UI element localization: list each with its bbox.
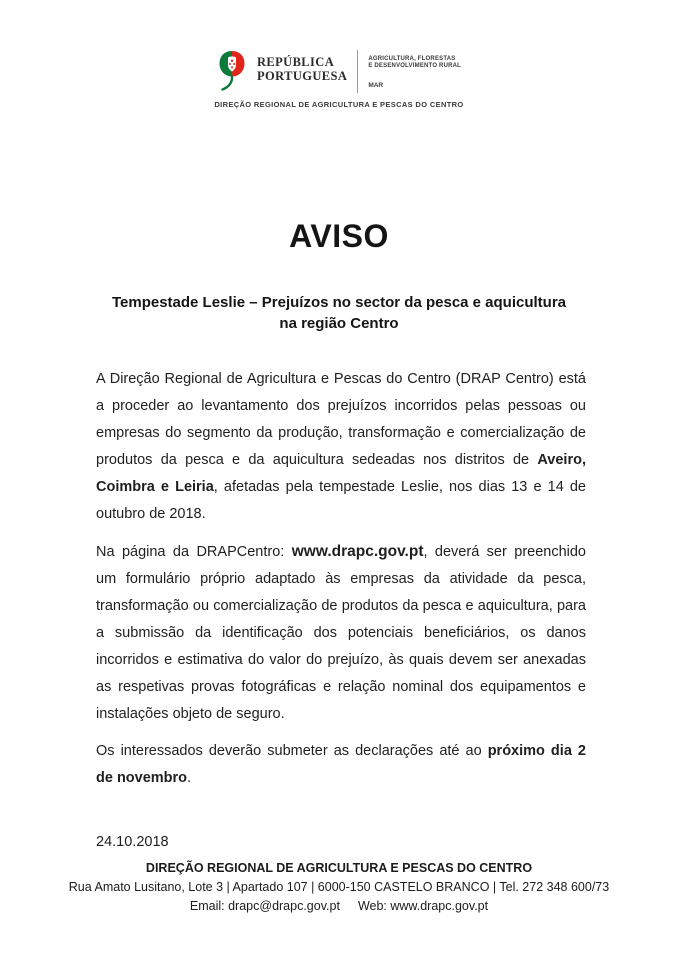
ministry-sea-label: MAR: [368, 82, 384, 89]
page-title: AVISO: [289, 218, 389, 254]
logo-divider: [357, 50, 358, 93]
paragraph-1-text: A Direção Regional de Agricultura e Pescas do Centro (DRAP Centro) está a proceder ao levantamento dos prejuízos incorridos pelas pessoas ou empresas do segmento da produção, transformação e comercialização de produtos da pesca e da aquicultura sedeadas nos distritos de: [96, 371, 586, 468]
website-url: www.drapc.gov.pt: [291, 543, 424, 560]
subtitle-line-1: Tempestade Leslie – Prejuízos no sector da pesca e aquicultura: [111, 294, 567, 311]
paragraph-1-text-end: , afetadas pela tempestade Leslie, nos dias 13 e 14 de outubro de 2018.: [96, 479, 586, 522]
document-footer: [0, 859, 678, 916]
portugal-emblem-icon: [217, 49, 247, 93]
republica-line: REPÚBLICA: [256, 55, 335, 69]
subtitle-line-2: na região Centro: [279, 315, 399, 332]
paragraph-2-text-end: , deverá ser preenchido um formulário próprio adaptado às empresas da atividade da pesca, transformação ou comercialização de produtos da pesca e aquicultura, para a submissão da identificação dos potenciais beneficiários, os danos incorridos e estimativa do valor do prejuízo, às quais devem ser anexadas as respetivas provas fotográficas e relação nominal dos equipamentos e instalações objeto de seguro.: [96, 544, 586, 722]
paragraph-3-text-end: .: [187, 770, 192, 786]
republica-portuguesa-wordmark: [257, 49, 347, 83]
ministry-block: [368, 49, 461, 89]
document-header: [0, 49, 678, 109]
deadline-bold-text: próximo dia 2 de novembro: [96, 743, 586, 786]
districts-bold-text: Aveiro, Coimbra e Leiria: [96, 452, 586, 495]
footer-web: Web: www.drapc.gov.pt: [357, 899, 489, 913]
gov-logo: [0, 49, 678, 93]
paragraph-3-text: Os interessados deverão submeter as declarações até ao: [96, 743, 488, 759]
ministry-name: AGRICULTURA, FLORESTAS E DESENVOLVIMENTO RURAL: [368, 56, 462, 69]
footer-email: Email: drapc@drapc.gov.pt: [189, 899, 340, 913]
footer-contacts: [0, 897, 678, 916]
portuguesa-line: PORTUGUESA: [256, 69, 348, 83]
document-date: 24.10.2018: [96, 834, 169, 850]
org-name: DIREÇÃO REGIONAL DE AGRICULTURA E PESCAS DO CENTRO: [214, 100, 464, 109]
paragraph-2-text: Na página da DRAPCentro:: [96, 544, 292, 560]
subtitle: [0, 292, 678, 334]
footer-org-name: DIREÇÃO REGIONAL DE AGRICULTURA E PESCAS DO CENTRO: [145, 861, 533, 875]
body-content: [96, 366, 586, 850]
paragraph-1: [96, 366, 586, 528]
paragraph-3: [96, 738, 586, 792]
paragraph-2: [96, 538, 586, 728]
footer-address: Rua Amato Lusitano, Lote 3 | Apartado 107 | 6000-150 CASTELO BRANCO | Tel. 272 348 600/73: [68, 880, 610, 894]
